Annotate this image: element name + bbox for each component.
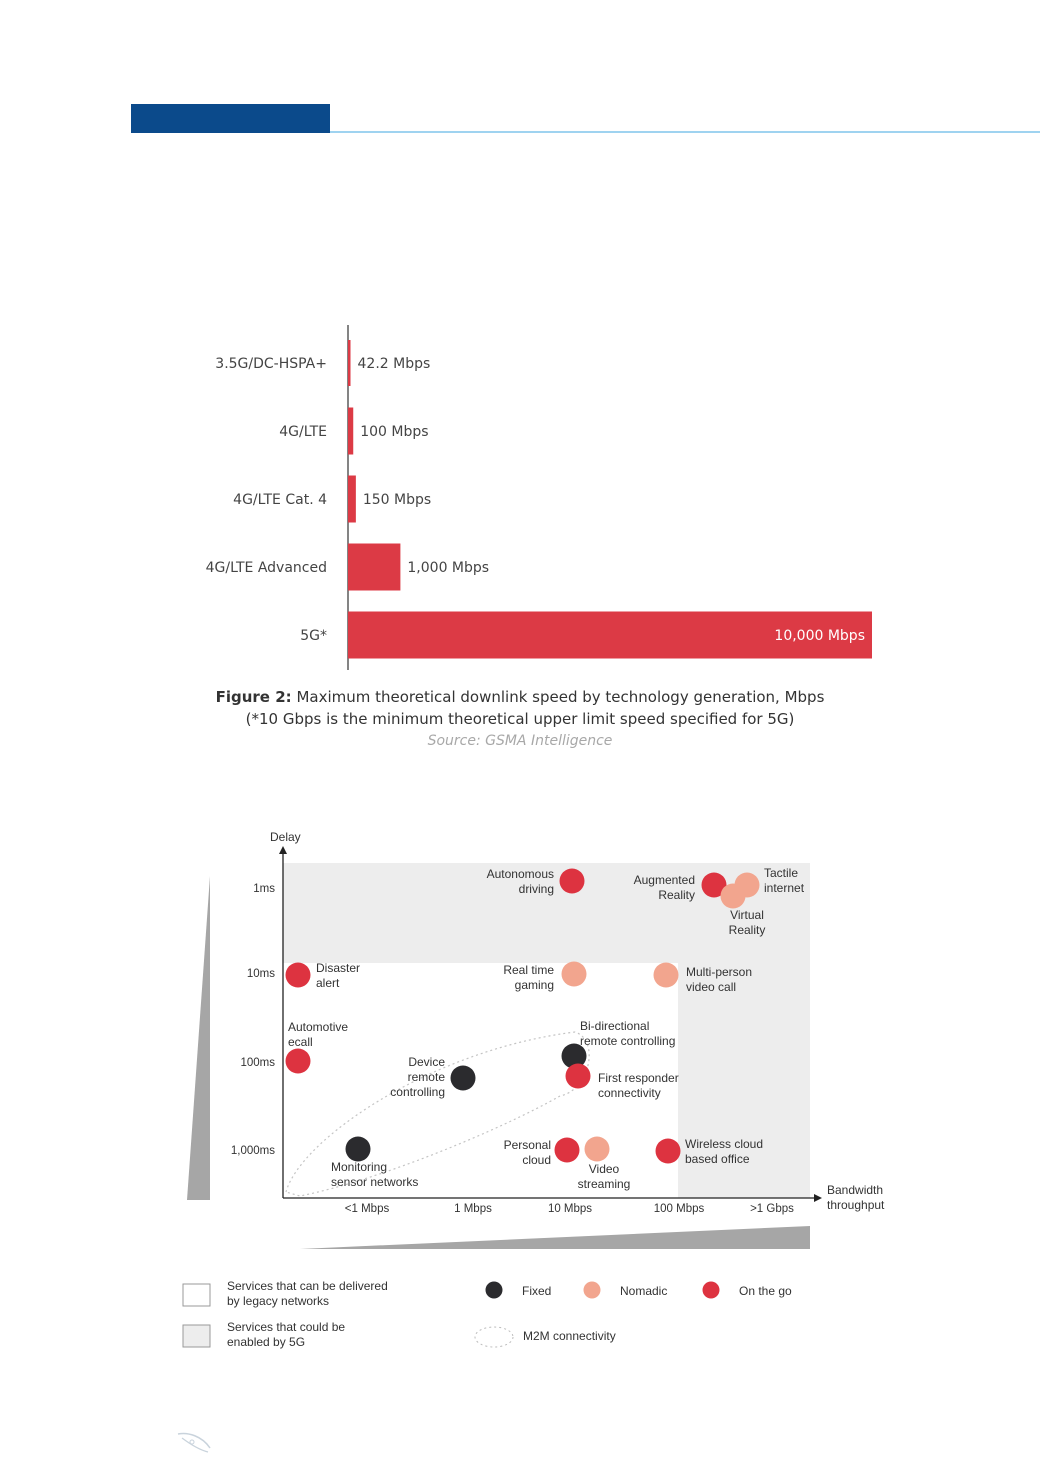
scatter-point	[286, 963, 311, 988]
bar-value-label: 42.2 Mbps	[357, 356, 431, 372]
point-label	[504, 1138, 551, 1167]
point-label-line: Augmented	[633, 873, 695, 887]
scatter-point	[346, 1137, 371, 1162]
scatter-point	[585, 1137, 610, 1162]
x-tick-label: 100 Mbps	[653, 1203, 705, 1215]
scatter-point	[451, 1066, 476, 1091]
scatter-point	[656, 1139, 681, 1164]
region-legend-swatch	[183, 1284, 210, 1306]
category-legend-swatch	[703, 1282, 720, 1299]
bar	[348, 408, 353, 455]
figure-caption	[0, 688, 1040, 706]
x-tick-label: 10 Mbps	[547, 1203, 593, 1215]
scatter-point	[735, 873, 760, 898]
category-legend-label: Fixed	[522, 1284, 552, 1298]
point-label-line: ecall	[288, 1035, 313, 1049]
bandwidth-wedge	[300, 1226, 810, 1249]
region-legend-line: by legacy networks	[227, 1294, 330, 1308]
point-label-line: Automotive	[288, 1020, 349, 1034]
category-legend-swatch	[584, 1282, 601, 1299]
point-label	[503, 963, 554, 992]
point-label	[390, 1055, 445, 1099]
scatter-point	[286, 1049, 311, 1074]
point-label-line: Autonomous	[486, 867, 554, 881]
bar	[348, 544, 400, 591]
header-block	[131, 104, 330, 133]
x-axis-label: Bandwidth	[827, 1183, 884, 1197]
point-label	[598, 1071, 679, 1100]
figure-caption-source: Source: GSMA Intelligence	[427, 733, 613, 749]
delay-wedge	[187, 876, 210, 1200]
category-label: 4G/LTE Cat. 4	[233, 492, 327, 508]
x-tick-label: >1 Gbps	[750, 1203, 794, 1215]
region-legend-line: Services that can be delivered	[227, 1279, 388, 1293]
category-label: 5G*	[300, 628, 327, 644]
y-tick-label: 100ms	[240, 1057, 275, 1069]
category-label: 4G/LTE	[279, 424, 327, 440]
figure-caption-text: Maximum theoretical downlink speed by technology generation, Mbps	[296, 688, 825, 706]
category-legend-swatch	[486, 1282, 503, 1299]
x-axis-label: throughput	[827, 1198, 885, 1212]
footer-logo-icon	[176, 1428, 216, 1456]
y-axis-arrow	[279, 846, 287, 854]
category-label: 4G/LTE Advanced	[205, 560, 327, 576]
region-legend-label	[227, 1279, 388, 1308]
point-label-line: Personal	[503, 1138, 551, 1152]
point-label	[580, 1019, 675, 1048]
category-legend-label: Nomadic	[620, 1284, 668, 1298]
scatter-point	[560, 869, 585, 894]
m2m-legend-swatch	[475, 1327, 513, 1347]
y-tick-label: 1ms	[253, 883, 275, 895]
category-label: 3.5G/DC-HSPA+	[215, 356, 327, 372]
point-label-line: alert	[316, 976, 340, 990]
bar	[348, 476, 356, 523]
point-label-line: Tactile	[764, 866, 799, 880]
point-label-line: internet	[764, 881, 805, 895]
bar-value-label: 100 Mbps	[360, 424, 429, 440]
x-tick-label: <1 Mbps	[344, 1203, 390, 1215]
region-legend-swatch	[183, 1325, 210, 1347]
point-label-line: First responder	[598, 1071, 679, 1085]
point-label-line: streaming	[577, 1177, 631, 1191]
region-legend-line: enabled by 5G	[227, 1335, 306, 1349]
point-label	[288, 1020, 348, 1049]
point-label-line: Reality	[728, 923, 766, 937]
point-label-line: connectivity	[598, 1086, 661, 1100]
region-legend-label	[227, 1320, 345, 1349]
bar	[348, 340, 351, 386]
delay-bandwidth-chart	[0, 800, 1040, 1360]
point-label-line: Monitoring	[331, 1160, 388, 1174]
point-label-line: Reality	[658, 888, 695, 902]
category-legend-label: On the go	[739, 1284, 792, 1298]
point-label-line: cloud	[522, 1153, 551, 1167]
scatter-point	[566, 1064, 591, 1089]
figure-caption-note: (*10 Gbps is the minimum theoretical upper limit speed specified for 5G)	[245, 710, 795, 728]
point-label-line: controlling	[390, 1085, 445, 1099]
figure-caption-label: Figure 2:	[215, 688, 292, 706]
region-legend-line: Services that could be	[227, 1320, 346, 1334]
point-label-line: remote	[407, 1070, 445, 1084]
point-label-line: Virtual	[730, 908, 764, 922]
point-label-line: driving	[518, 882, 554, 896]
point-label-line: Multi-person	[686, 965, 753, 979]
point-label-line: remote controlling	[580, 1034, 676, 1048]
point-label-line: gaming	[514, 978, 554, 992]
point-label	[316, 961, 360, 990]
point-label	[578, 1162, 631, 1191]
scatter-point	[555, 1138, 580, 1163]
point-label-line: Bi-directional	[580, 1019, 650, 1033]
point-label-line: sensor networks	[331, 1175, 419, 1189]
bar-value-label: 10,000 Mbps	[774, 628, 865, 644]
header-rule	[330, 131, 1040, 133]
point-label-line: based office	[685, 1152, 750, 1166]
x-tick-label: 1 Mbps	[454, 1203, 492, 1215]
y-tick-label: 1,000ms	[230, 1145, 275, 1157]
point-label-line: Wireless cloud	[685, 1137, 764, 1151]
point-label-line: Real time	[503, 963, 554, 977]
y-tick-label: 10ms	[246, 968, 275, 980]
y-axis-label: Delay	[270, 830, 301, 844]
point-label	[331, 1160, 418, 1189]
point-label	[729, 908, 766, 937]
speed-bar-chart	[0, 300, 1040, 680]
bar-value-label: 150 Mbps	[362, 492, 432, 508]
bar-value-label: 1,000 Mbps	[407, 560, 490, 576]
x-axis-arrow	[814, 1194, 822, 1202]
point-label-line: Video	[588, 1162, 620, 1176]
scatter-point	[562, 962, 587, 987]
m2m-legend-label: M2M connectivity	[523, 1329, 616, 1343]
point-label-line: video call	[686, 980, 737, 994]
point-label-line: Device	[408, 1055, 445, 1069]
scatter-point	[654, 963, 679, 988]
point-label-line: Disaster	[316, 961, 361, 975]
